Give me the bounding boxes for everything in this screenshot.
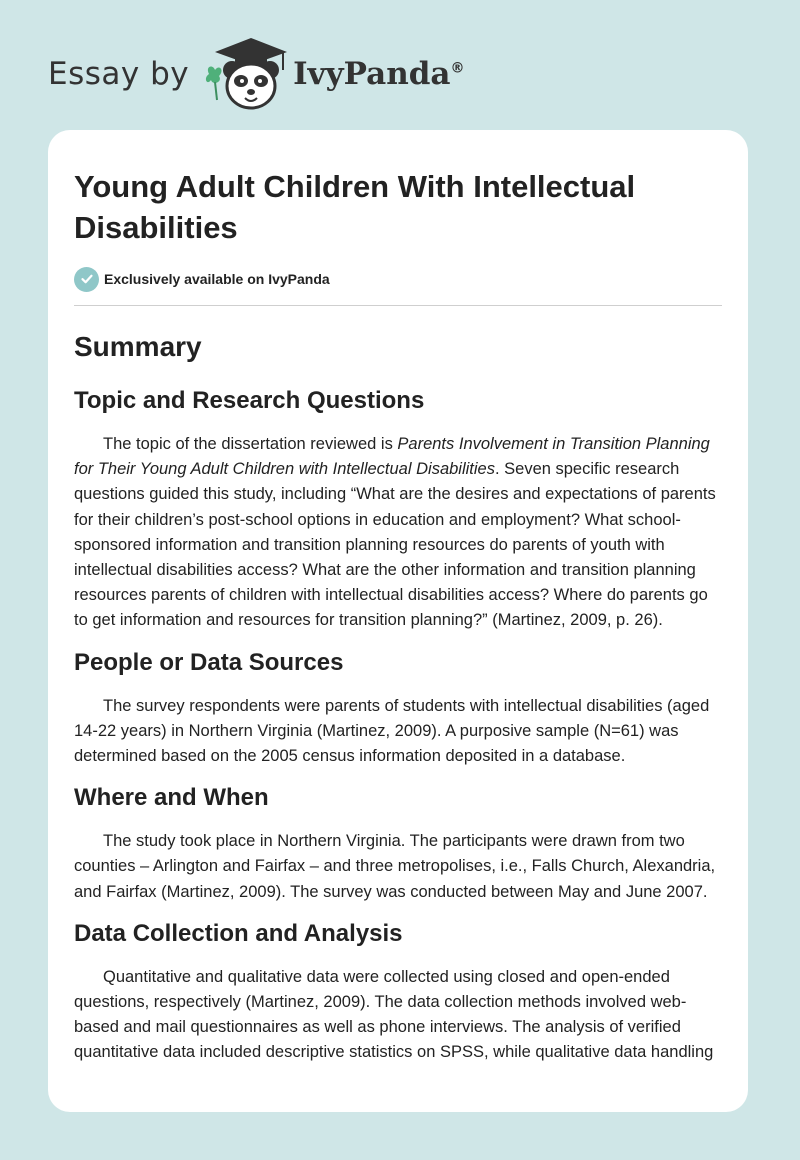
paragraph-text: . Seven specific research questions guided this study, including “What are the desires and expectations of parents for their children’s post-school options in education and employment? What school-sponsored information and transition planning resources do parents of youth with intellectual disabilities access? What are the other information and transition planning resources parents of children with intellectual disabilities access? Where do parents go to get information and resources for transition planning?” (Martinez, 2009, p. 26). xyxy=(74,460,716,630)
brand-wordmark[interactable] xyxy=(293,56,464,92)
registered-mark: ® xyxy=(450,60,465,77)
summary-heading: Summary xyxy=(74,331,202,362)
section-heading: People or Data Sources xyxy=(74,648,344,676)
check-badge-icon xyxy=(74,267,99,292)
essay-card xyxy=(48,130,748,1112)
section-paragraph: Quantitative and qualitative data were collected using closed and open-ended questions, respectively (Martinez, 2009). The data collection methods involved web-based and mail questionnaires as well as phone interviews. The analysis of verified quantitative data included descriptive statistics on SPSS, while qualitative data handling xyxy=(74,967,714,1062)
divider xyxy=(74,305,722,306)
section-paragraph: The study took place in Northern Virginia. The participants were drawn from two counties – Arlington and Fairfax – and three metropolises, i.e., Falls Church, Alexandria, and Fairfax (Martinez, 2009). The survey was conducted between May and June 2007. xyxy=(74,832,716,901)
section-heading: Where and When xyxy=(74,784,269,812)
essay-title: Young Adult Children With Intellectual Disabilities xyxy=(74,169,636,245)
site-header xyxy=(48,34,508,114)
section-heading: Data Collection and Analysis xyxy=(74,919,403,947)
brand-name: IvyPanda xyxy=(293,56,451,92)
section-heading: Topic and Research Questions xyxy=(74,387,425,414)
essay-by-label: Essay by xyxy=(48,56,190,92)
section-paragraph: The survey respondents were parents of students with intellectual disabilities (aged 14-22 years) in Northern Virginia (Martinez, 2009). A purposive sample (N=61) was determined based on the 2005 census information deposited in a database. xyxy=(74,696,710,766)
section-paragraph xyxy=(74,432,722,634)
panda-graduation-cap-icon[interactable] xyxy=(201,34,301,114)
exclusive-badge xyxy=(74,266,722,292)
paragraph-text: The topic of the dissertation reviewed is xyxy=(103,435,398,453)
exclusive-label: Exclusively available on IvyPanda xyxy=(104,271,330,287)
dissertation-title: Parents Involvement in Transition Planning for Their Young Adult Children with Intellectual Disabilities xyxy=(74,435,710,479)
